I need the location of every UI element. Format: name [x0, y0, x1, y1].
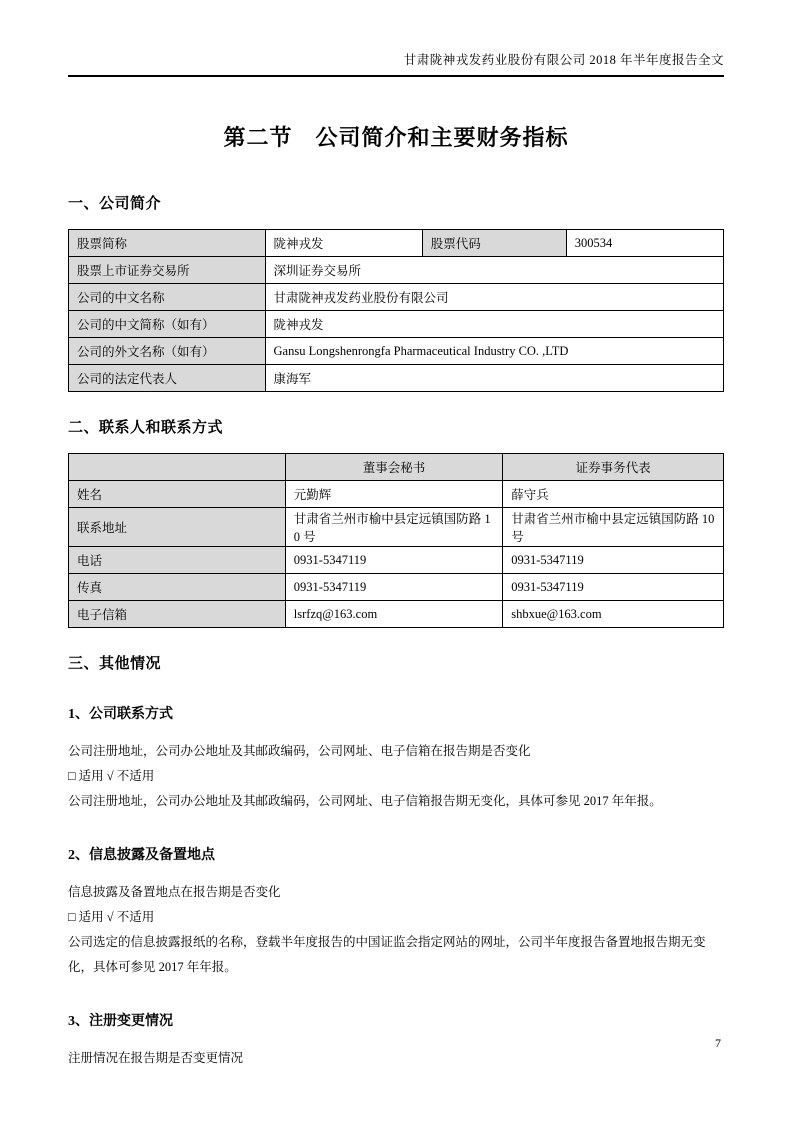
- cell-secretary-email: lsrfzq@163.com: [285, 601, 502, 628]
- table-row: [69, 311, 724, 338]
- table-header-row: [69, 454, 724, 481]
- cell-representative-fax: 0931-5347119: [503, 574, 724, 601]
- cell-stock-name-value: 陇神戎发: [265, 230, 422, 257]
- paragraph-disclosure-no-change: 公司选定的信息披露报纸的名称，登载半年度报告的中国证监会指定网站的网址，公司半年度报告备置地报告期无变化，具体可参见 2017 年年报。: [68, 935, 706, 974]
- table-row: [69, 601, 724, 628]
- cell-fax-label: 传真: [69, 574, 286, 601]
- table-row: [69, 481, 724, 508]
- cell-chinese-name-value: 甘肃陇神戎发药业股份有限公司: [265, 284, 724, 311]
- report-header: 甘肃陇神戎发药业股份有限公司 2018 年半年度报告全文: [68, 50, 724, 77]
- cell-chinese-abbr-value: 陇神戎发: [265, 311, 724, 338]
- cell-stock-code-label: 股票代码: [422, 230, 566, 257]
- contacts-table: [68, 453, 724, 628]
- cell-representative-address: 甘肃省兰州市榆中县定远镇国防路 10 号: [503, 508, 724, 547]
- cell-representative-name: 薛守兵: [503, 481, 724, 508]
- section-heading-other: 三、其他情况: [68, 656, 162, 672]
- section-heading-company-profile: 一、公司简介: [68, 196, 162, 212]
- table-row: [69, 257, 724, 284]
- paragraph-contact-no-change: 公司注册地址，公司办公地址及其邮政编码，公司网址、电子信箱报告期无变化，具体可参见 2017 年年报。: [68, 794, 662, 808]
- cell-exchange-value: 深圳证券交易所: [265, 257, 724, 284]
- cell-phone-label: 电话: [69, 547, 286, 574]
- column-header-secretary: 董事会秘书: [285, 454, 502, 481]
- cell-legal-rep-value: 康海军: [265, 365, 724, 392]
- applicability-checkbox-line: □ 适用 √ 不适用: [68, 769, 155, 783]
- cell-stock-name-label: 股票简称: [69, 230, 266, 257]
- table-row: [69, 574, 724, 601]
- applicability-checkbox-line: □ 适用 √ 不适用: [68, 910, 155, 924]
- page-title: 第二节 公司简介和主要财务指标: [223, 125, 569, 150]
- table-row: [69, 338, 724, 365]
- cell-representative-email: shbxue@163.com: [503, 601, 724, 628]
- cell-secretary-phone: 0931-5347119: [285, 547, 502, 574]
- table-row: [69, 547, 724, 574]
- table-row: [69, 508, 724, 547]
- cell-secretary-address: 甘肃省兰州市榆中县定远镇国防路 10 号: [285, 508, 502, 547]
- cell-foreign-name-value: Gansu Longshenrongfa Pharmaceutical Industry CO. ,LTD: [265, 338, 724, 365]
- cell-chinese-abbr-label: 公司的中文简称（如有）: [69, 311, 266, 338]
- page-number: 7: [715, 1036, 721, 1050]
- cell-legal-rep-label: 公司的法定代表人: [69, 365, 266, 392]
- paragraph-disclosure-change-question: 信息披露及备置地点在报告期是否变化: [68, 885, 281, 899]
- cell-secretary-fax: 0931-5347119: [285, 574, 502, 601]
- paragraph-registration-change-question: 注册情况在报告期是否变更情况: [68, 1051, 244, 1065]
- column-header-representative: 证券事务代表: [503, 454, 724, 481]
- cell-exchange-label: 股票上市证券交易所: [69, 257, 266, 284]
- cell-address-label: 联系地址: [69, 508, 286, 547]
- table-row: [69, 230, 724, 257]
- table-row: [69, 284, 724, 311]
- cell-empty-header: [69, 454, 286, 481]
- cell-email-label: 电子信箱: [69, 601, 286, 628]
- company-profile-table: [68, 229, 724, 392]
- table-row: [69, 365, 724, 392]
- sub-heading-contact-method: 1、公司联系方式: [68, 707, 173, 722]
- cell-chinese-name-label: 公司的中文名称: [69, 284, 266, 311]
- sub-heading-disclosure-location: 2、信息披露及备置地点: [68, 848, 215, 863]
- cell-foreign-name-label: 公司的外文名称（如有）: [69, 338, 266, 365]
- section-heading-contacts: 二、联系人和联系方式: [68, 420, 224, 436]
- cell-name-label: 姓名: [69, 481, 286, 508]
- cell-representative-phone: 0931-5347119: [503, 547, 724, 574]
- cell-secretary-name: 元勤辉: [285, 481, 502, 508]
- sub-heading-registration-change: 3、注册变更情况: [68, 1014, 173, 1029]
- cell-stock-code-value: 300534: [566, 230, 723, 257]
- paragraph-contact-change-question: 公司注册地址，公司办公地址及其邮政编码，公司网址、电子信箱在报告期是否变化: [68, 744, 531, 758]
